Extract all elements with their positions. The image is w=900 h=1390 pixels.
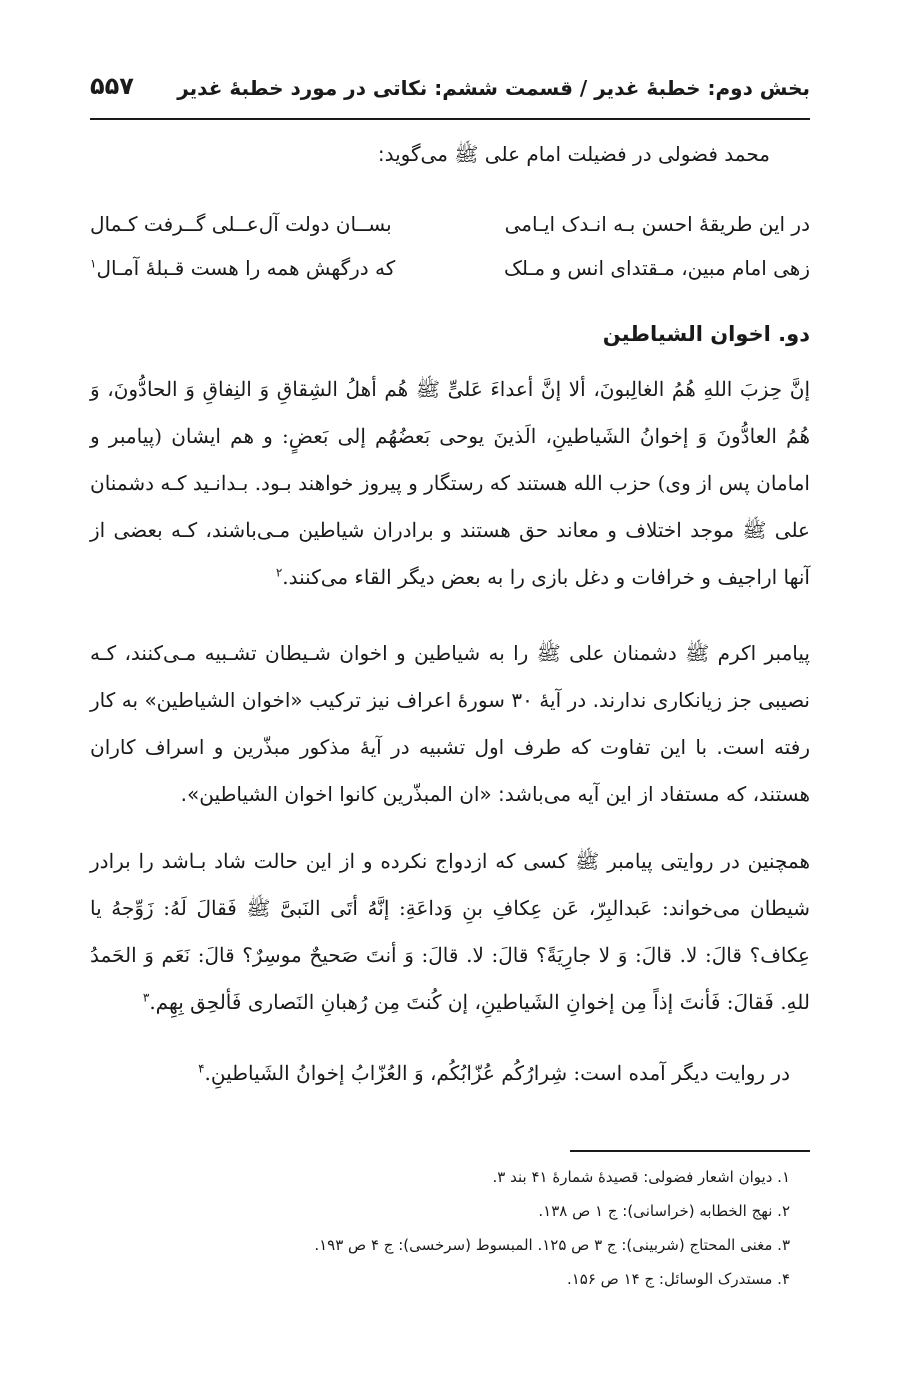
verse-1-second-hemistich: بســان دولت آل‌عــلی گــرفت کـمال <box>90 212 392 236</box>
footnote-2: ۲. نهج الخطابه (خراسانی): ج ۱ ص ۱۳۸. <box>538 1202 790 1220</box>
verse-line-2 <box>90 256 810 296</box>
paragraph-2-text: پیامبر اکرم ﷺ دشمنان علی ﷺ را به شیاطین و اخوان شـیطان تشـبیه مـی‌کنند، کـه نصیبی جز زیانکاری ندارند. در آیۀ ۳۰ سورۀ اعراف نیز ترکیب «اخوان الشیاطین» به کار رفته است. با این تفاوت که طرف اول تشبیه در آیۀ مذکور مبذّرین و اسراف کاران هستند، که مستفاد از این آیه می‌باشد: «ان المبذّرین کانوا اخوان الشیاطین». <box>90 641 810 806</box>
book-page <box>90 0 810 1390</box>
footnote-ref-2[interactable]: ۲ <box>275 565 283 580</box>
verse-2-first-hemistich: زهی امام مبین، مـقتدای انس و مـلک <box>503 256 810 280</box>
footnote-rule <box>570 1150 810 1152</box>
footnote-4: ۴. مستدرک الوسائل: ج ۱۴ ص ۱۵۶. <box>566 1270 790 1288</box>
paragraph-3 <box>90 838 810 1026</box>
verse-2-second-text: که درگهش همه را هست قـبلۀ آمـال <box>96 256 396 280</box>
footnote-1: ۱. دیوان اشعار فضولی: قصیدۀ شمارۀ ۴۱ بند ۳. <box>492 1168 790 1186</box>
intro-line: محمد فضولی در فضیلت امام علی ﷺ می‌گوید: <box>377 142 770 166</box>
footnotes <box>90 1160 810 1296</box>
footnote-ref-4[interactable]: ۴ <box>198 1061 205 1076</box>
footnote-ref-3[interactable]: ۳ <box>142 990 150 1005</box>
section-heading: دو. اخوان الشیاطین <box>602 322 810 346</box>
paragraph-4 <box>90 1050 810 1097</box>
header-rule <box>90 118 810 120</box>
verse-line-1 <box>90 212 810 252</box>
running-header <box>90 72 810 112</box>
paragraph-1 <box>90 366 810 601</box>
footnote-3: ۳. مغنی المحتاج (شربینی): ج ۳ ص ۱۲۵. المبسوط (سرخسی): ج ۴ ص ۱۹۳. <box>314 1236 790 1254</box>
paragraph-1-text: إنَّ حِزبَ اللهِ هُمُ الغالِبونَ، ألا إنَّ أعداءَ عَلیٍّ ﷺ هُم أهلُ الشِقاقِ وَ النِفاقِ وَ الحادُّونَ، وَ هُمُ العادُّونَ وَ إخوانُ الشَیاطینِ، الَذینَ یوحی بَعضُهُم إلی بَعضٍ: و هم ایشان (پیامبر و امامان پس از وی) حزب الله هستند که رستگار و پیروز خواهند بـود. بـدانـید کـه دشمنان علی ﷺ موجد اختلاف و معاند حق هستند و برادران شیاطین مـی‌باشند، کـه بعضی از آنها اراجیف و خرافات و دغل بازی را به بعض دیگر القاء می‌کنند. <box>90 377 810 589</box>
verse-2-second-hemistich <box>90 256 395 280</box>
page-number: ۵۵۷ <box>90 72 134 100</box>
paragraph-2 <box>90 630 810 818</box>
paragraph-3-text: همچنین در روایتی پیامبر ﷺ کسی که ازدواج نکرده و از این حالت شاد بـاشد را برادر شیطان می‌خواند: عَبدالبِرّ، عَن عِکافِ بنِ وَداعَةِ: إنَّهُ أتَی النَبیَّ ﷺ فَقالَ لَهُ: زَوِّجهُ یا عِکاف؟ قالَ: لا. قالَ: وَ لا جارِیَةً؟ قالَ: لا. قالَ: وَ أنتَ صَحیحٌ موسِرٌ؟ قالَ: نَعَم وَ الحَمدُ للهِ. فَقالَ: فَأنتَ إذاً مِن إخوانِ الشَیاطینِ، إن کُنتَ مِن رُهبانِ النَصاری فَألحِق بِهِم. <box>90 849 810 1014</box>
footnote-ref-1[interactable]: ۱ <box>90 256 97 271</box>
paragraph-4-text: در روایت دیگر آمده است: شِرارُکُم عُزّابُکُم، وَ العُزّابُ إخوانُ الشَیاطینِ. <box>204 1061 790 1085</box>
verse-1-first-hemistich: در این طریقۀ احسن بـه انـدک ایـامی <box>504 212 810 236</box>
header-title: بخش دوم: خطبۀ غدیر / قسمت ششم: نکاتی در مورد خطبۀ غدیر <box>177 76 810 100</box>
